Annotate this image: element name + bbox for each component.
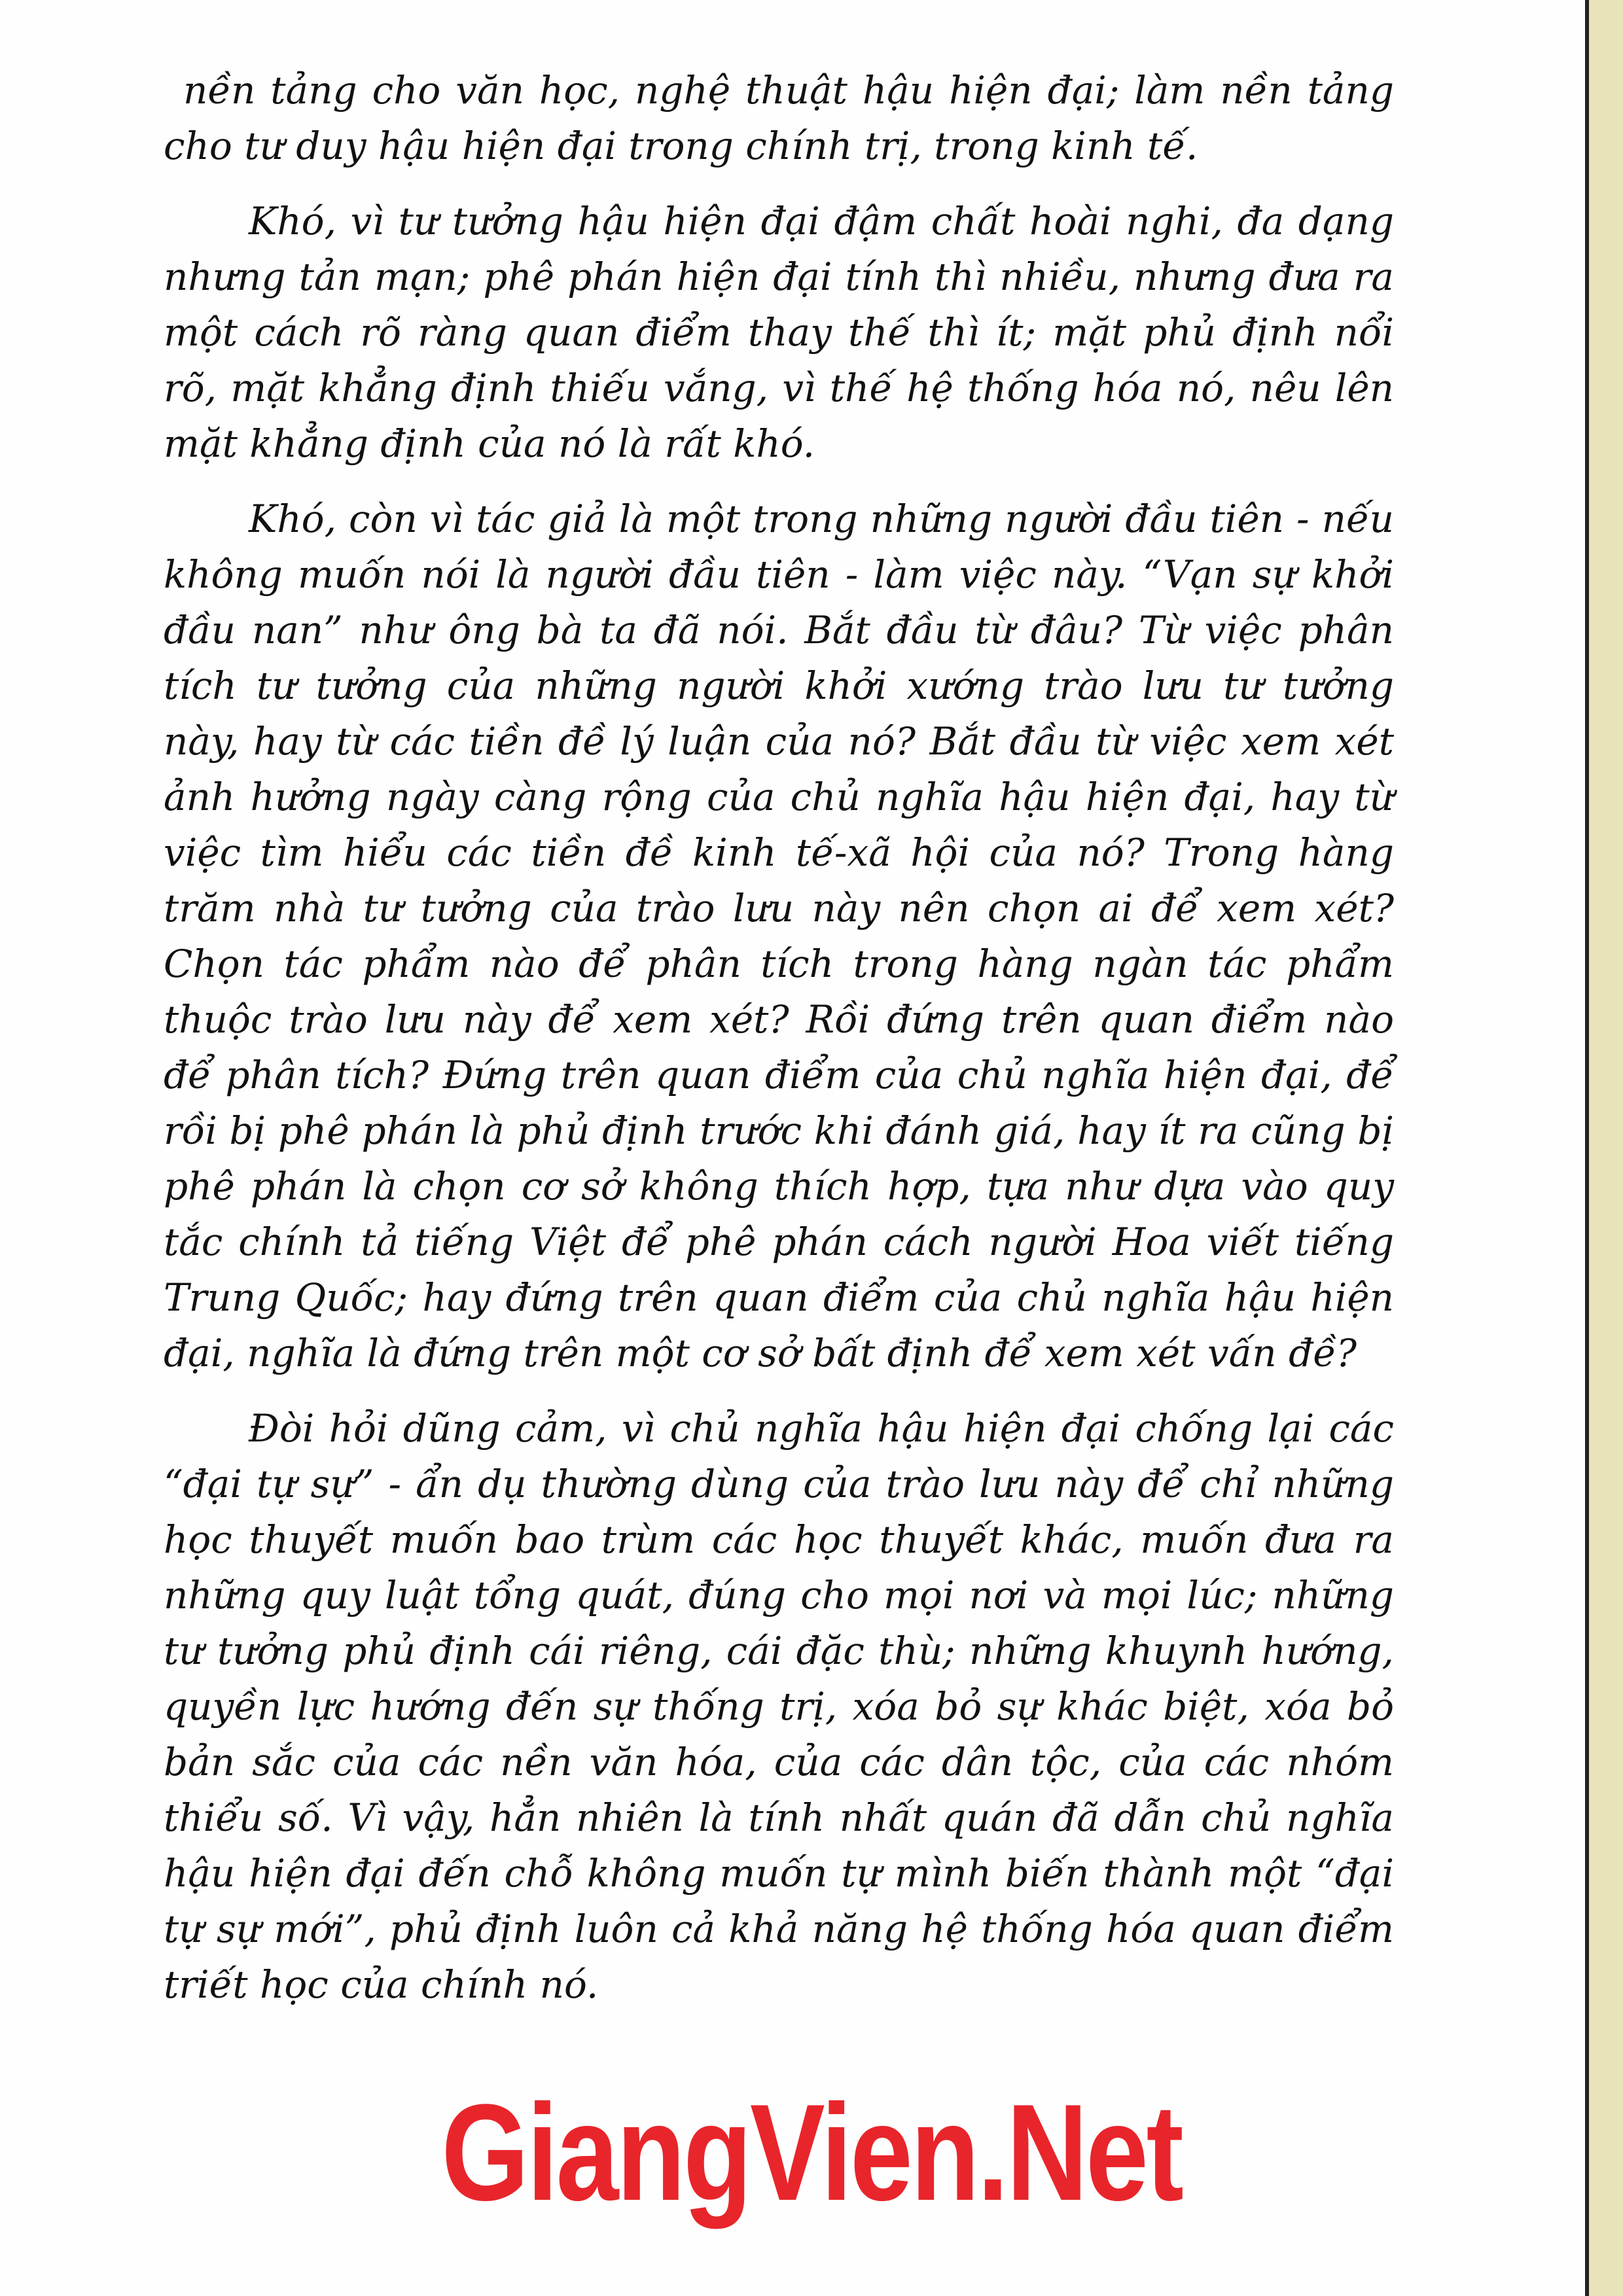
page-edge-strip xyxy=(1585,0,1623,2296)
paragraph-1: nền tảng cho văn học, nghệ thuật hậu hiện đại; làm nền tảng cho tư duy hậu hiện đại trong chính trị, trong kinh tế. xyxy=(164,68,1394,168)
page-text xyxy=(164,63,1394,2032)
watermark-logo: GiangVien.Net xyxy=(441,2075,1182,2229)
paragraph-3: Khó, còn vì tác giả là một trong những người đầu tiên - nếu không muốn nói là người đầu tiên - làm việc này. “Vạn sự khởi đầu nan” như ông bà ta đã nói. Bắt đầu từ đâu? Từ việc phân tích tư tưởng của những người khởi xướng trào lưu tư tưởng này, hay từ các tiền đề lý luận của nó? Bắt đầu từ việc xem xét ảnh hưởng ngày càng rộng của chủ nghĩa hậu hiện đại, hay từ việc tìm hiểu các tiền đề kinh tế-xã hội của nó? Trong hàng trăm nhà tư tưởng của trào lưu này nên chọn ai để xem xét? Chọn tác phẩm nào để phân tích trong hàng ngàn tác phẩm thuộc trào lưu này để xem xét? Rồi đứng trên quan điểm nào để phân tích? Đứng trên quan điểm của chủ nghĩa hiện đại, để rồi bị phê phán là phủ định trước khi đánh giá, hay ít ra cũng bị phê phán là chọn cơ sở không thích hợp, tựa như dựa vào quy tắc chính tả tiếng Việt để phê phán cách người Hoa viết tiếng Trung Quốc; hay đứng trên quan điểm của chủ nghĩa hậu hiện đại, nghĩa là đứng trên một cơ sở bất định để xem xét vấn đề? xyxy=(164,497,1394,1375)
paragraph-4: Đòi hỏi dũng cảm, vì chủ nghĩa hậu hiện đại chống lại các “đại tự sự” - ẩn dụ thường dùng của trào lưu này để chỉ những học thuyết muốn bao trùm các học thuyết khác, muốn đưa ra những quy luật tổng quát, đúng cho mọi nơi và mọi lúc; những tư tưởng phủ định cái riêng, cái đặc thù; những khuynh hướng, quyền lực hướng đến sự thống trị, xóa bỏ sự khác biệt, xóa bỏ bản sắc của các nền văn hóa, của các dân tộc, của các nhóm thiểu số. Vì vậy, hẳn nhiên là tính nhất quán đã dẫn chủ nghĩa hậu hiện đại đến chỗ không muốn tự mình biến thành một “đại tự sự mới”, phủ định luôn cả khả năng hệ thống hóa quan điểm triết học của chính nó. xyxy=(164,1406,1394,2007)
paragraph-2: Khó, vì tư tưởng hậu hiện đại đậm chất hoài nghi, đa dạng nhưng tản mạn; phê phán hiện đại tính thì nhiều, nhưng đưa ra một cách rõ ràng quan điểm thay thế thì ít; mặt phủ định nổi rõ, mặt khẳng định thiếu vắng, vì thế hệ thống hóa nó, nêu lên mặt khẳng định của nó là rất khó. xyxy=(164,199,1394,466)
